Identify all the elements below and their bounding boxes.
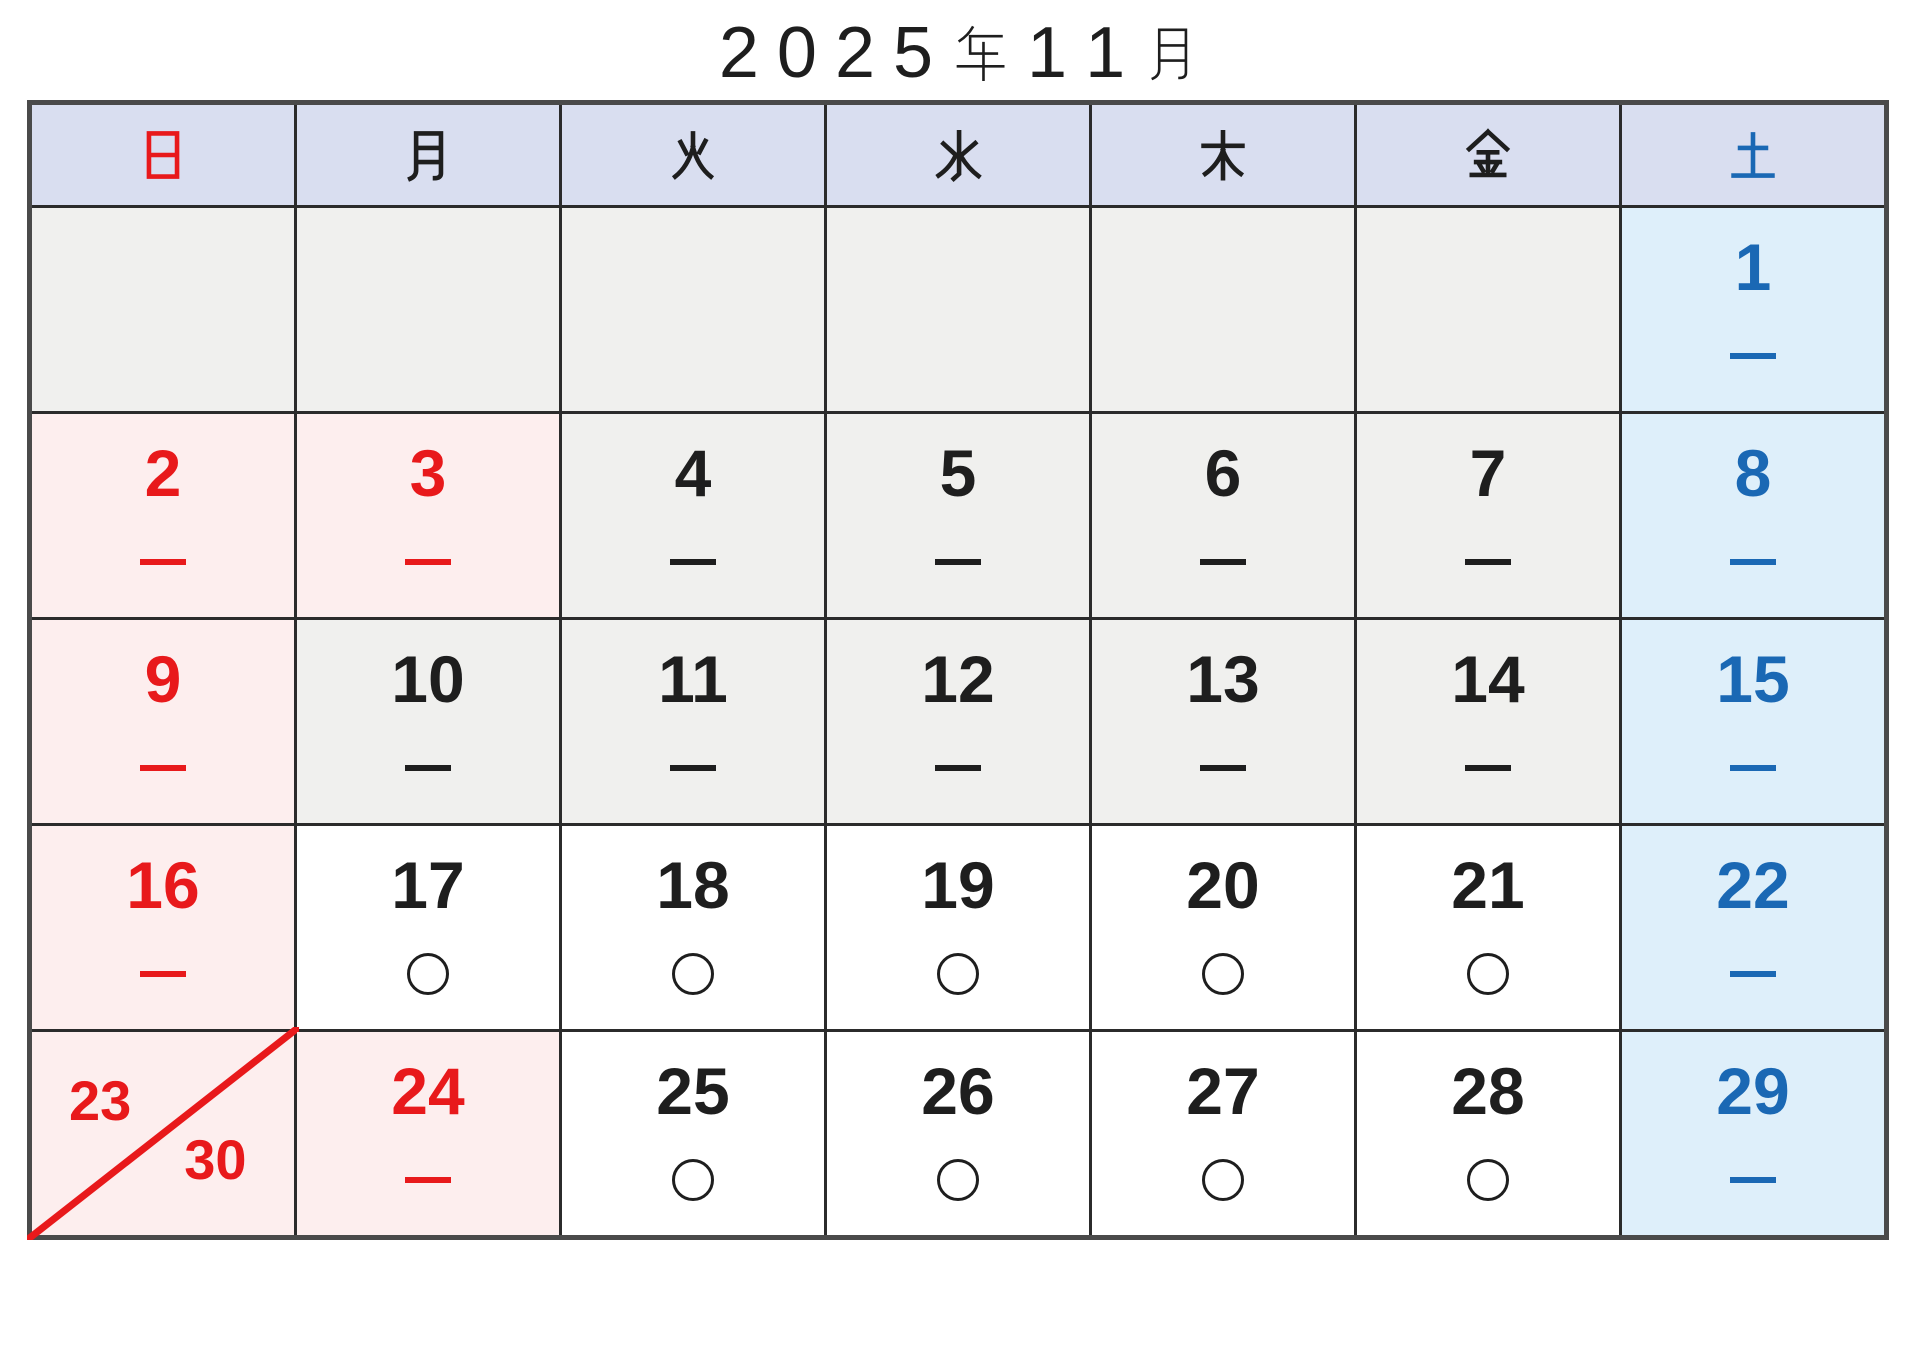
day-cell-15 bbox=[1622, 620, 1884, 823]
day-cell-4 bbox=[562, 414, 824, 617]
day-number: 2 bbox=[144, 436, 182, 510]
closed-dash-mark bbox=[1622, 971, 1884, 977]
closed-dash-mark bbox=[1357, 559, 1619, 565]
dash-icon bbox=[140, 765, 186, 771]
empty-cell bbox=[297, 208, 559, 411]
day-cell-9 bbox=[32, 620, 294, 823]
closed-dash-mark bbox=[1622, 1177, 1884, 1183]
day-number: 26 bbox=[921, 1054, 995, 1128]
closed-dash-mark bbox=[1357, 765, 1619, 771]
day-number: 10 bbox=[391, 642, 465, 716]
day-cell-14 bbox=[1357, 620, 1619, 823]
closed-dash-mark bbox=[1622, 353, 1884, 359]
day-cell-3 bbox=[297, 414, 559, 617]
dash-icon bbox=[1730, 559, 1776, 565]
day-number: 29 bbox=[1716, 1054, 1790, 1128]
dash-icon bbox=[1200, 765, 1246, 771]
day-number: 8 bbox=[1734, 436, 1772, 510]
day-number: 28 bbox=[1451, 1054, 1525, 1128]
day-number: 1 bbox=[1734, 230, 1772, 304]
open-circle-mark bbox=[1092, 1159, 1354, 1201]
circle-icon bbox=[1202, 1159, 1244, 1201]
day-number: 18 bbox=[656, 848, 730, 922]
closed-dash-mark bbox=[297, 765, 559, 771]
open-circle-mark bbox=[297, 953, 559, 995]
closed-dash-mark bbox=[32, 971, 294, 977]
day-cell-27 bbox=[1092, 1032, 1354, 1235]
dash-icon bbox=[1200, 559, 1246, 565]
day-cell-6 bbox=[1092, 414, 1354, 617]
closed-dash-mark bbox=[32, 559, 294, 565]
day-cell-10 bbox=[297, 620, 559, 823]
closed-dash-mark bbox=[32, 765, 294, 771]
circle-icon bbox=[407, 953, 449, 995]
weekday-header-sunday bbox=[32, 105, 294, 205]
dash-icon bbox=[1730, 353, 1776, 359]
day-number: 13 bbox=[1186, 642, 1260, 716]
day-number: 24 bbox=[391, 1054, 465, 1128]
day-number: 7 bbox=[1469, 436, 1507, 510]
day-cell-26 bbox=[827, 1032, 1089, 1235]
circle-icon bbox=[1467, 953, 1509, 995]
kanji-glyph bbox=[1196, 128, 1250, 182]
day-number: 30 bbox=[184, 1127, 247, 1191]
open-circle-mark bbox=[562, 1159, 824, 1201]
empty-cell bbox=[562, 208, 824, 411]
day-number: 19 bbox=[921, 848, 995, 922]
dash-icon bbox=[1730, 765, 1776, 771]
day-cell-12 bbox=[827, 620, 1089, 823]
day-cell-7 bbox=[1357, 414, 1619, 617]
day-cell-24 bbox=[297, 1032, 559, 1235]
day-number: 9 bbox=[144, 642, 182, 716]
weekday-header-friday bbox=[1357, 105, 1619, 205]
closed-dash-mark bbox=[1622, 559, 1884, 565]
closed-dash-mark bbox=[562, 559, 824, 565]
weekday-header-thursday bbox=[1092, 105, 1354, 205]
title-digit: 5 bbox=[893, 13, 934, 93]
day-number: 21 bbox=[1451, 848, 1525, 922]
day-number: 12 bbox=[921, 642, 995, 716]
day-cell-21 bbox=[1357, 826, 1619, 1029]
day-cell-23-30 bbox=[32, 1032, 294, 1235]
circle-icon bbox=[672, 1159, 714, 1201]
closed-dash-mark bbox=[562, 765, 824, 771]
day-cell-17 bbox=[297, 826, 559, 1029]
dash-icon bbox=[670, 765, 716, 771]
day-number: 20 bbox=[1186, 848, 1260, 922]
title-digit: 2 bbox=[834, 13, 875, 93]
open-circle-mark bbox=[827, 1159, 1089, 1201]
title-digit: 0 bbox=[776, 13, 817, 93]
day-cell-11 bbox=[562, 620, 824, 823]
circle-icon bbox=[1467, 1159, 1509, 1201]
dash-icon bbox=[405, 765, 451, 771]
empty-cell bbox=[827, 208, 1089, 411]
day-cell-2 bbox=[32, 414, 294, 617]
day-cell-25 bbox=[562, 1032, 824, 1235]
closed-dash-mark bbox=[1092, 765, 1354, 771]
day-cell-8 bbox=[1622, 414, 1884, 617]
day-number: 5 bbox=[939, 436, 977, 510]
day-number: 25 bbox=[656, 1054, 730, 1128]
day-cell-16 bbox=[32, 826, 294, 1029]
dash-icon bbox=[1465, 765, 1511, 771]
kanji-glyph bbox=[136, 128, 190, 182]
open-circle-mark bbox=[827, 953, 1089, 995]
dash-icon bbox=[935, 765, 981, 771]
weekday-header-saturday bbox=[1622, 105, 1884, 205]
day-cell-19 bbox=[827, 826, 1089, 1029]
closed-dash-mark bbox=[297, 1177, 559, 1183]
day-number: 27 bbox=[1186, 1054, 1260, 1128]
circle-icon bbox=[1202, 953, 1244, 995]
day-cell-29 bbox=[1622, 1032, 1884, 1235]
calendar-grid bbox=[27, 100, 1889, 1240]
day-cell-28 bbox=[1357, 1032, 1619, 1235]
kanji-glyph bbox=[666, 128, 720, 182]
closed-dash-mark bbox=[1622, 765, 1884, 771]
dash-icon bbox=[405, 559, 451, 565]
circle-icon bbox=[672, 953, 714, 995]
day-cell-1 bbox=[1622, 208, 1884, 411]
kanji-glyph bbox=[401, 128, 455, 182]
kanji-glyph bbox=[951, 24, 1009, 82]
title-digit: 1 bbox=[1027, 13, 1068, 93]
day-number: 3 bbox=[409, 436, 447, 510]
closed-dash-mark bbox=[827, 765, 1089, 771]
closed-dash-mark bbox=[297, 559, 559, 565]
dash-icon bbox=[1730, 971, 1776, 977]
day-cell-13 bbox=[1092, 620, 1354, 823]
calendar-title bbox=[0, 12, 1920, 94]
day-number: 14 bbox=[1451, 642, 1525, 716]
dash-icon bbox=[935, 559, 981, 565]
circle-icon bbox=[937, 953, 979, 995]
open-circle-mark bbox=[1357, 953, 1619, 995]
day-number: 22 bbox=[1716, 848, 1790, 922]
day-cell-18 bbox=[562, 826, 824, 1029]
day-number: 11 bbox=[658, 642, 728, 716]
dash-icon bbox=[670, 559, 716, 565]
day-cell-5 bbox=[827, 414, 1089, 617]
closed-dash-mark bbox=[827, 559, 1089, 565]
weekday-header-tuesday bbox=[562, 105, 824, 205]
kanji-glyph bbox=[1726, 128, 1780, 182]
circle-icon bbox=[937, 1159, 979, 1201]
dash-icon bbox=[1465, 559, 1511, 565]
dash-icon bbox=[140, 971, 186, 977]
empty-cell bbox=[32, 208, 294, 411]
weekday-header-monday bbox=[297, 105, 559, 205]
day-number: 23 bbox=[68, 1069, 132, 1133]
closed-dash-mark bbox=[1092, 559, 1354, 565]
kanji-glyph bbox=[1143, 24, 1201, 82]
day-number: 15 bbox=[1716, 642, 1790, 716]
kanji-glyph bbox=[931, 128, 985, 182]
day-number: 4 bbox=[674, 436, 712, 510]
title-digit: 1 bbox=[1085, 13, 1126, 93]
day-cell-22 bbox=[1622, 826, 1884, 1029]
title-digit: 2 bbox=[718, 13, 759, 93]
empty-cell bbox=[1357, 208, 1619, 411]
dash-icon bbox=[405, 1177, 451, 1183]
open-circle-mark bbox=[1092, 953, 1354, 995]
dash-icon bbox=[1730, 1177, 1776, 1183]
day-cell-20 bbox=[1092, 826, 1354, 1029]
day-number: 17 bbox=[391, 848, 465, 922]
open-circle-mark bbox=[1357, 1159, 1619, 1201]
kanji-glyph bbox=[1461, 128, 1515, 182]
day-number: 6 bbox=[1204, 436, 1242, 510]
dash-icon bbox=[140, 559, 186, 565]
day-number: 16 bbox=[126, 848, 200, 922]
open-circle-mark bbox=[562, 953, 824, 995]
diagonal-split-line bbox=[27, 1027, 299, 1240]
empty-cell bbox=[1092, 208, 1354, 411]
weekday-header-wednesday bbox=[827, 105, 1089, 205]
